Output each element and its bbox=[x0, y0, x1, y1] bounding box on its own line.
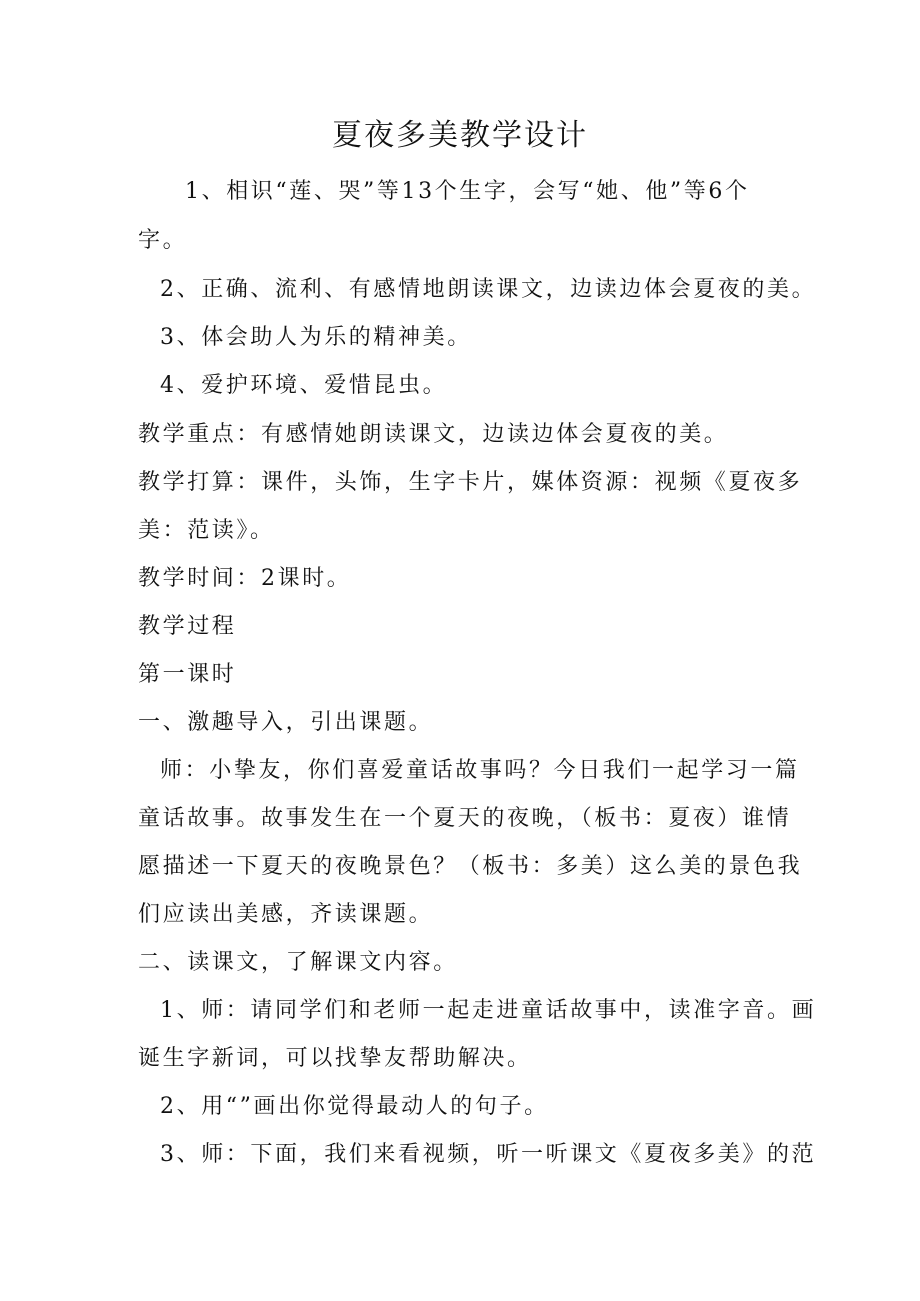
objective-4: 4、爱护环境、爱惜昆虫。 bbox=[160, 373, 448, 398]
paragraph-1-line-3: 愿描述一下夏天的夜晚景色？（板书：多美）这么美的景色我 bbox=[138, 854, 803, 879]
paragraph-3: 2、用“”画出你觉得最动人的句子。 bbox=[160, 1094, 549, 1119]
document-title: 夏夜多美教学设计 bbox=[332, 118, 588, 153]
paragraph-2-line-2: 诞生字新词，可以找挚友帮助解决。 bbox=[138, 1046, 532, 1071]
step-heading-2: 二、读课文，了解课文内容。 bbox=[138, 950, 458, 975]
paragraph-2-line-1: 1、师：请同学们和老师一起走进童话故事中，读准字音。画 bbox=[160, 998, 817, 1023]
objective-1-line-1: 1、相识“莲、哭”等13个生字，会写“她、他”等6个 bbox=[185, 179, 750, 204]
section-heading-process: 教学过程 bbox=[138, 614, 237, 639]
objective-1-line-2: 字。 bbox=[138, 228, 188, 253]
paragraph-4-line-1: 3、师：下面，我们来看视频，听一听课文《夏夜多美》的范 bbox=[160, 1142, 817, 1167]
paragraph-1-line-2: 童话故事。故事发生在一个夏天的夜晚，（板书：夏夜）谁情 bbox=[138, 806, 792, 831]
teaching-focus: 教学重点：有感情她朗读课文，边读边体会夏夜的美。 bbox=[138, 422, 729, 447]
teaching-prep-line-2: 美：范读》。 bbox=[138, 518, 275, 543]
objective-3: 3、体会助人为乐的精神美。 bbox=[160, 325, 472, 350]
step-heading-1: 一、激趣导入，引出课题。 bbox=[138, 710, 434, 735]
teaching-prep-line-1: 教学打算：课件，头饰，生字卡片，媒体资源：视频《夏夜多 bbox=[138, 470, 803, 495]
teaching-time: 教学时间：2课时。 bbox=[138, 566, 352, 591]
paragraph-1-line-1: 师：小挚友，你们喜爱童话故事吗？今日我们一起学习一篇 bbox=[160, 758, 800, 783]
section-heading-first-lesson: 第一课时 bbox=[138, 662, 237, 687]
paragraph-1-line-4: 们应读出美感，齐读课题。 bbox=[138, 902, 434, 927]
objective-2: 2、正确、流利、有感情地朗读课文，边读边体会夏夜的美。 bbox=[160, 277, 817, 302]
